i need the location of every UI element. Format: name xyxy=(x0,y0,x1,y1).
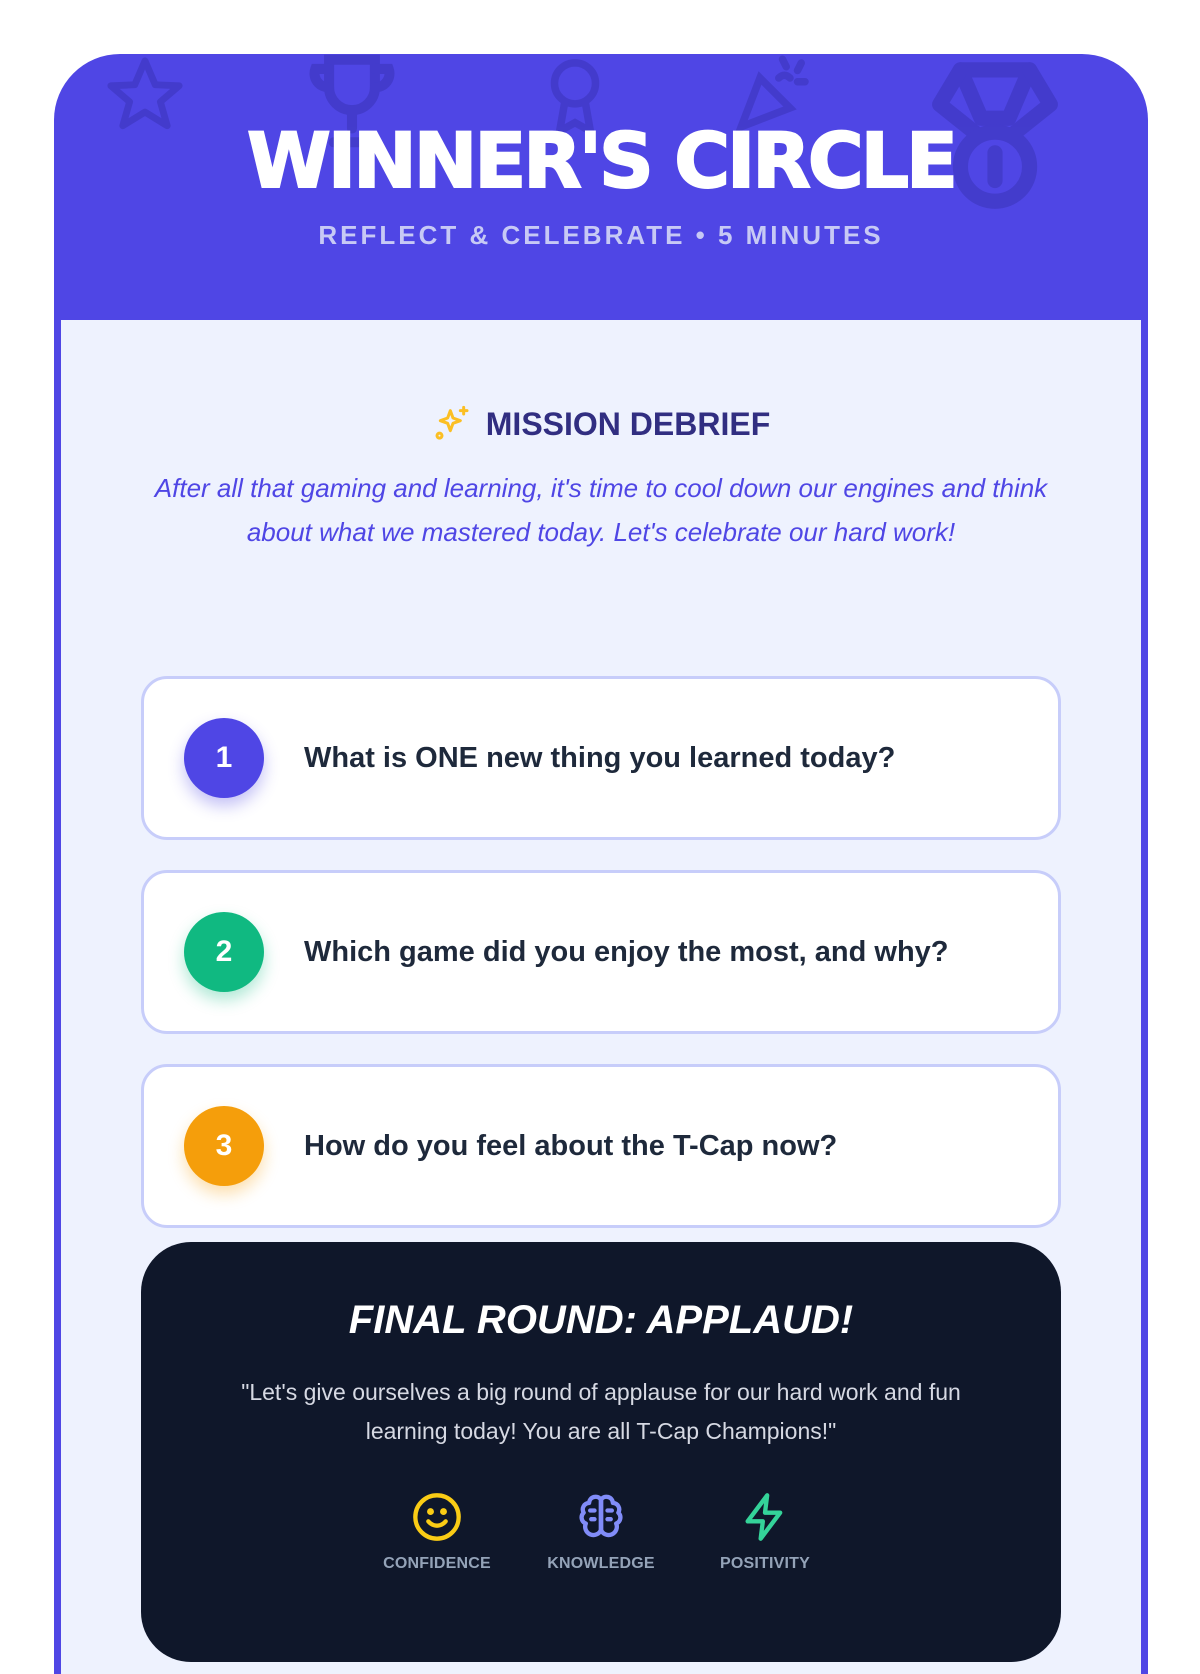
question-text: How do you feel about the T-Cap now? xyxy=(304,1129,838,1162)
winners-circle-card xyxy=(54,54,1148,1674)
smile-icon xyxy=(411,1491,463,1543)
final-round-card xyxy=(141,1242,1061,1662)
question-card-3 xyxy=(141,1064,1061,1228)
header-banner xyxy=(54,54,1148,320)
trait-label: CONFIDENCE xyxy=(383,1555,491,1572)
brain-icon xyxy=(575,1491,627,1543)
page-title: WINNER'S CIRCLE xyxy=(247,116,955,205)
content-panel xyxy=(61,320,1141,1674)
question-number-badge: 3 xyxy=(184,1106,264,1186)
debrief-intro: After all that gaming and learning, it's time to cool down our engines and think about what we mastered today. Let's celebrate our hard work! xyxy=(154,473,1048,547)
debrief-title: MISSION DEBRIEF xyxy=(485,405,771,442)
question-number-badge: 1 xyxy=(184,718,264,798)
question-text: What is ONE new thing you learned today? xyxy=(304,741,896,774)
question-list xyxy=(141,676,1061,1258)
question-number-badge: 2 xyxy=(184,912,264,992)
trait-list xyxy=(141,1491,1061,1573)
debrief-heading xyxy=(61,404,1141,444)
trait-label: KNOWLEDGE xyxy=(547,1555,655,1572)
sparkles-icon xyxy=(432,404,472,444)
page-subtitle: REFLECT & CELEBRATE • 5 MINUTES xyxy=(318,220,884,250)
question-card-2 xyxy=(141,870,1061,1034)
final-round-title: FINAL ROUND: APPLAUD! xyxy=(348,1298,854,1342)
trait-confidence xyxy=(381,1491,493,1573)
final-round-quote: "Let's give ourselves a big round of applause for our hard work and fun learning today! You are all T-Cap Champions!" xyxy=(241,1379,961,1444)
lightning-icon xyxy=(739,1491,791,1543)
question-text: Which game did you enjoy the most, and why? xyxy=(304,935,949,968)
trait-positivity xyxy=(709,1491,821,1573)
trait-knowledge xyxy=(545,1491,657,1573)
question-card-1 xyxy=(141,676,1061,840)
trait-label: POSITIVITY xyxy=(719,1555,810,1572)
